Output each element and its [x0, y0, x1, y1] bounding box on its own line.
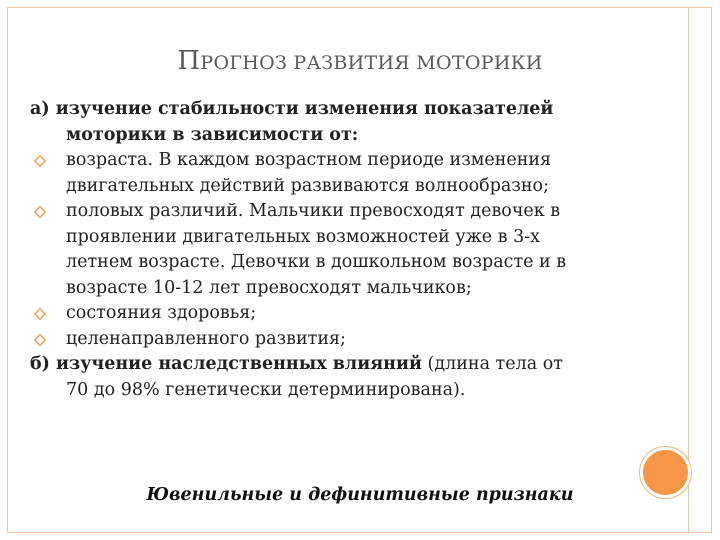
diamond-bullet-icon — [34, 334, 46, 346]
bullet-item-sex: половых различий. Мальчики превосходят девочек в проявлении двигательных возможностей уже в 3-х летнем возрасте. Девочки в дошкольном возрасте и в возрасте 10-12 лет превосходят мальчиков; — [30, 199, 655, 301]
section-a-line-2: моторики в зависимости от: — [66, 124, 359, 145]
bullet-item-development: целенаправленного развития; — [30, 327, 655, 353]
slide-frame-divider — [688, 7, 689, 533]
bullet-item-health: состояния здоровья; — [30, 301, 655, 327]
slide-footer: Ювенильные и дефинитивные признаки — [146, 485, 574, 505]
slide-title: ПРОГНОЗ РАЗВИТИЯ МОТОРИКИ — [177, 46, 543, 76]
section-b-line-2: 70 до 98% генетически детерминирована). — [66, 379, 466, 400]
section-b-line-1: б) изучение наследственных влияний (длина тела от — [30, 354, 563, 374]
diamond-bullet-icon — [34, 308, 46, 320]
bullet-item-age: возраста. В каждом возрастном периоде изменения двигательных действий развиваются волнообразно; — [30, 148, 655, 199]
diamond-bullet-icon — [34, 155, 46, 167]
section-a-line-1: а) изучение стабильности изменения показателей — [30, 99, 554, 119]
diamond-bullet-icon — [34, 206, 46, 218]
slide-body — [30, 97, 655, 403]
decorative-circle — [640, 447, 691, 498]
